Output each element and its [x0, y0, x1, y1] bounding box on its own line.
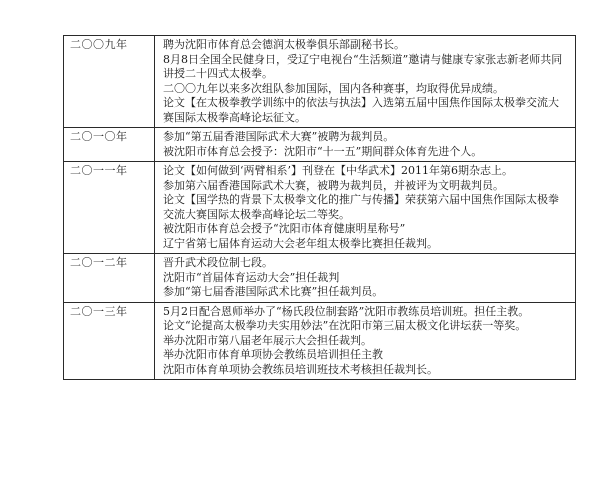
list-item: 参加第六届香港国际武术大赛，被聘为裁判员，并被评为文明裁判员。 — [163, 178, 504, 192]
year-cell: 二〇一三年 — [64, 302, 155, 380]
year-cell: 二〇〇九年 — [64, 36, 155, 128]
list-item: 8月8日全国全民健身日，受辽宁电视台“生活频道”邀请与健康专家张志新老师共同讲授二十四式太极拳。 — [163, 52, 563, 80]
list-item: 论文【国学热的背景下太极拳文化的推广与传播】荣获第六届中国焦作国际太极拳交流大赛国际太极拳高峰论坛二等奖。 — [163, 193, 559, 221]
table-row — [64, 302, 576, 380]
list-item: 论文【在太极拳教学训练中的依法与执法】入选第五届中国焦作国际太极拳交流大赛国际太极拳高峰论坛征文。 — [163, 96, 559, 124]
list-item: 参加“第七届香港国际武术比赛”担任裁判员。 — [163, 285, 384, 298]
table-row — [64, 128, 576, 162]
list-item: 沈阳市体育单项协会教练员培训班技术考核担任裁判长。 — [163, 362, 438, 376]
list-item: 被沈阳市体育总会授予：沈阳市“十一五”期间群众体育先进个人。 — [163, 144, 483, 158]
list-item: 举办沈阳市体育单项协会教练员培训担任主教 — [163, 348, 383, 361]
content-cell — [155, 254, 576, 303]
list-item: 沈阳市“首届体育运动大会”担任裁判 — [163, 270, 340, 284]
year-cell: 二〇一〇年 — [64, 128, 155, 162]
list-item: 辽宁省第七届体育运动大会老年组太极拳比赛担任裁判。 — [163, 236, 438, 250]
career-table — [63, 35, 576, 380]
list-item: 论文【如何做到‘两臂相系’】刊登在【中华武术】2011年第6期杂志上。 — [163, 164, 513, 177]
year-cell: 二〇一二年 — [64, 254, 155, 303]
list-item: 晋升武术段位制七段。 — [163, 256, 273, 269]
list-item: 被沈阳市体育总会授予“沈阳市体育健康明星称号” — [163, 222, 406, 235]
list-item: 参加“第五届香港国际武术大赛”被聘为裁判员。 — [163, 130, 395, 143]
list-item: 5月2日配合恩师举办了“杨氏段位制套路”沈阳市教练员培训班。担任主教。 — [163, 304, 530, 318]
table-row — [64, 162, 576, 254]
content-cell — [155, 162, 576, 254]
list-item: 举办沈阳市第八届老年展示大会担任裁判。 — [163, 333, 372, 347]
content-cell — [155, 36, 576, 128]
table-row — [64, 254, 576, 303]
table-row — [64, 36, 576, 128]
list-item: 二〇〇九年以来多次组队参加国际，国内各种赛事，均取得优异成绩。 — [163, 81, 504, 95]
content-cell — [155, 128, 576, 162]
content-cell — [155, 302, 576, 380]
year-cell: 二〇一一年 — [64, 162, 155, 254]
list-item: 聘为沈阳市体育总会德润太极拳俱乐部副秘书长。 — [163, 38, 405, 51]
list-item: 论文“论提高太极拳功夫实用妙法”在沈阳市第三届太极文化讲坛获一等奖。 — [163, 319, 527, 332]
